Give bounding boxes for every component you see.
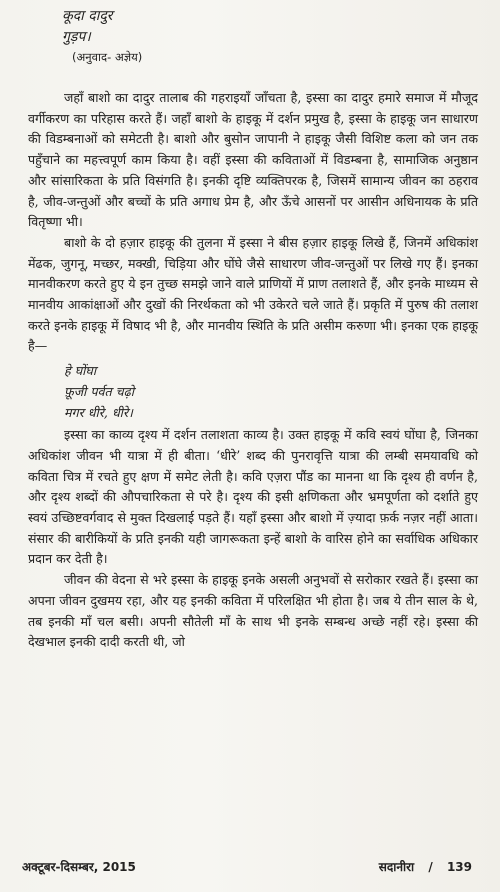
haiku-line: फ़ूजी पर्वत चढ़ो: [64, 383, 135, 399]
haiku-line: कूदा दादुर: [62, 8, 113, 24]
body-text: [28, 88, 478, 653]
paragraph: जहाँ बाशो का दादुर तालाब की गहराइयाँ जाँचता है, इस्सा का दादुर हमारे समाज में मौजूद वर्गीकरण का परिहास करते हैं। जहाँ बाशो के हाइकू में दर्शन प्रमुख है, इस्सा के हाइकू जन साधारण की विडम्बनाओं को समेटती है। बाशो और बुसोन जापानी ने हाइकू जैसी विशिष्ट कला को जन तक पहुँचाने का महत्त्वपूर्ण काम किया है। वहीं इस्सा की कविताओं में विडम्बना है, सामाजिक अनुष्ठान और सांसारिकता के प्रति विसंगति है। इनकी दृष्टि व्यक्तिपरक है, जिसमें सामान्य जीवन का ठहराव है, जीव-जन्तुओं और बच्चों के प्रति अगाध प्रेम है, और ऊँचे आसनों पर आसीन अधिनायक के प्रति वितृष्णा भी।: [28, 90, 478, 230]
issue-date: अक्टूबर-दिसम्बर, 2015: [22, 860, 136, 874]
footer-separator: /: [428, 860, 433, 874]
journal-name: सदानीरा: [378, 860, 415, 874]
paragraph: जीवन की वेदना से भरे इस्सा के हाइकू इनके असली अनुभवों से सरोकार रखते हैं। इस्सा का अपना जीवन दुखमय रहा, और यह इनकी कविता में परिलक्षित भी होता है। जब ये तीन साल के थे, तब इनकी माँ चल बसी। अपनी सौतेली माँ के साथ भी इनके सम्बन्ध अच्छे नहीं रहे। इस्सा की देखभाल इनकी दादी करती थी, जो: [28, 572, 478, 650]
haiku-line: गुड़प।: [62, 29, 91, 45]
page-number: 139: [446, 860, 472, 874]
paragraph: बाशो के दो हज़ार हाइकू की तुलना में इस्सा ने बीस हज़ार हाइकू लिखे हैं, जिनमें अधिकांश मेंढक, जुगनू, मच्छर, मक्खी, चिड़िया और घोंघे जैसे साधारण जीव-जन्तुओं पर लिखे गए हैं। इनका मानवीकरण करते हुए ये इन तुच्छ समझे जाने वाले प्राणियों में प्राण तलाशते हैं, और इनके माध्यम से मानवीय आकांक्षाओं और दुखों की निरर्थकता को भी उकेरते चले जाते हैं। प्रकृति में पुरुष की तलाश करते इनके हाइकू में विषाद भी है, और मानवीय स्थिति के प्रति असीम करुणा भी। इनका एक हाइकू है—: [28, 234, 478, 354]
haiku-line: मगर धीरे, धीरे।: [64, 404, 133, 420]
haiku-line: हे घोंघा: [64, 363, 97, 379]
footer-right: [369, 858, 472, 875]
page-footer: [22, 858, 472, 875]
paragraph: इस्सा का काव्य दृश्य में दर्शन तलाशता काव्य है। उक्त हाइकू में कवि स्वयं घोंघा है, जिनका अधिकांश जीवन भी यात्रा में ही बीता। ‘धीरे’ शब्द की पुनरावृत्ति यात्रा की लम्बी समयावधि को कविता चित्र में रचते हुए क्षण में समेट लेती है। कवि एज़रा पौंड का मानना था कि दृश्य ही वर्णन है, और दृश्य शब्दों की औपचारिकता से परे है। दृश्य की इसी क्षणिकता और भ्रमपूर्णता को दर्शाते हुए स्वयं उच्छिष्टवर्गवाद से मुक्त दिखलाई पड़ते हैं। यहाँ इस्सा और बाशो में ज़्यादा फ़र्क नज़र नहीं आता। संसार की बारीकियों के प्रति इनकी यही जागरूकता इन्हें बाशो के वारिस होने का सर्वाधिक अधिकार प्रदान कर देती है।: [28, 427, 478, 567]
translator-credit: (अनुवाद- अज्ञेय): [72, 50, 143, 64]
quoted-haiku: [64, 361, 478, 423]
opening-haiku: [62, 6, 112, 48]
